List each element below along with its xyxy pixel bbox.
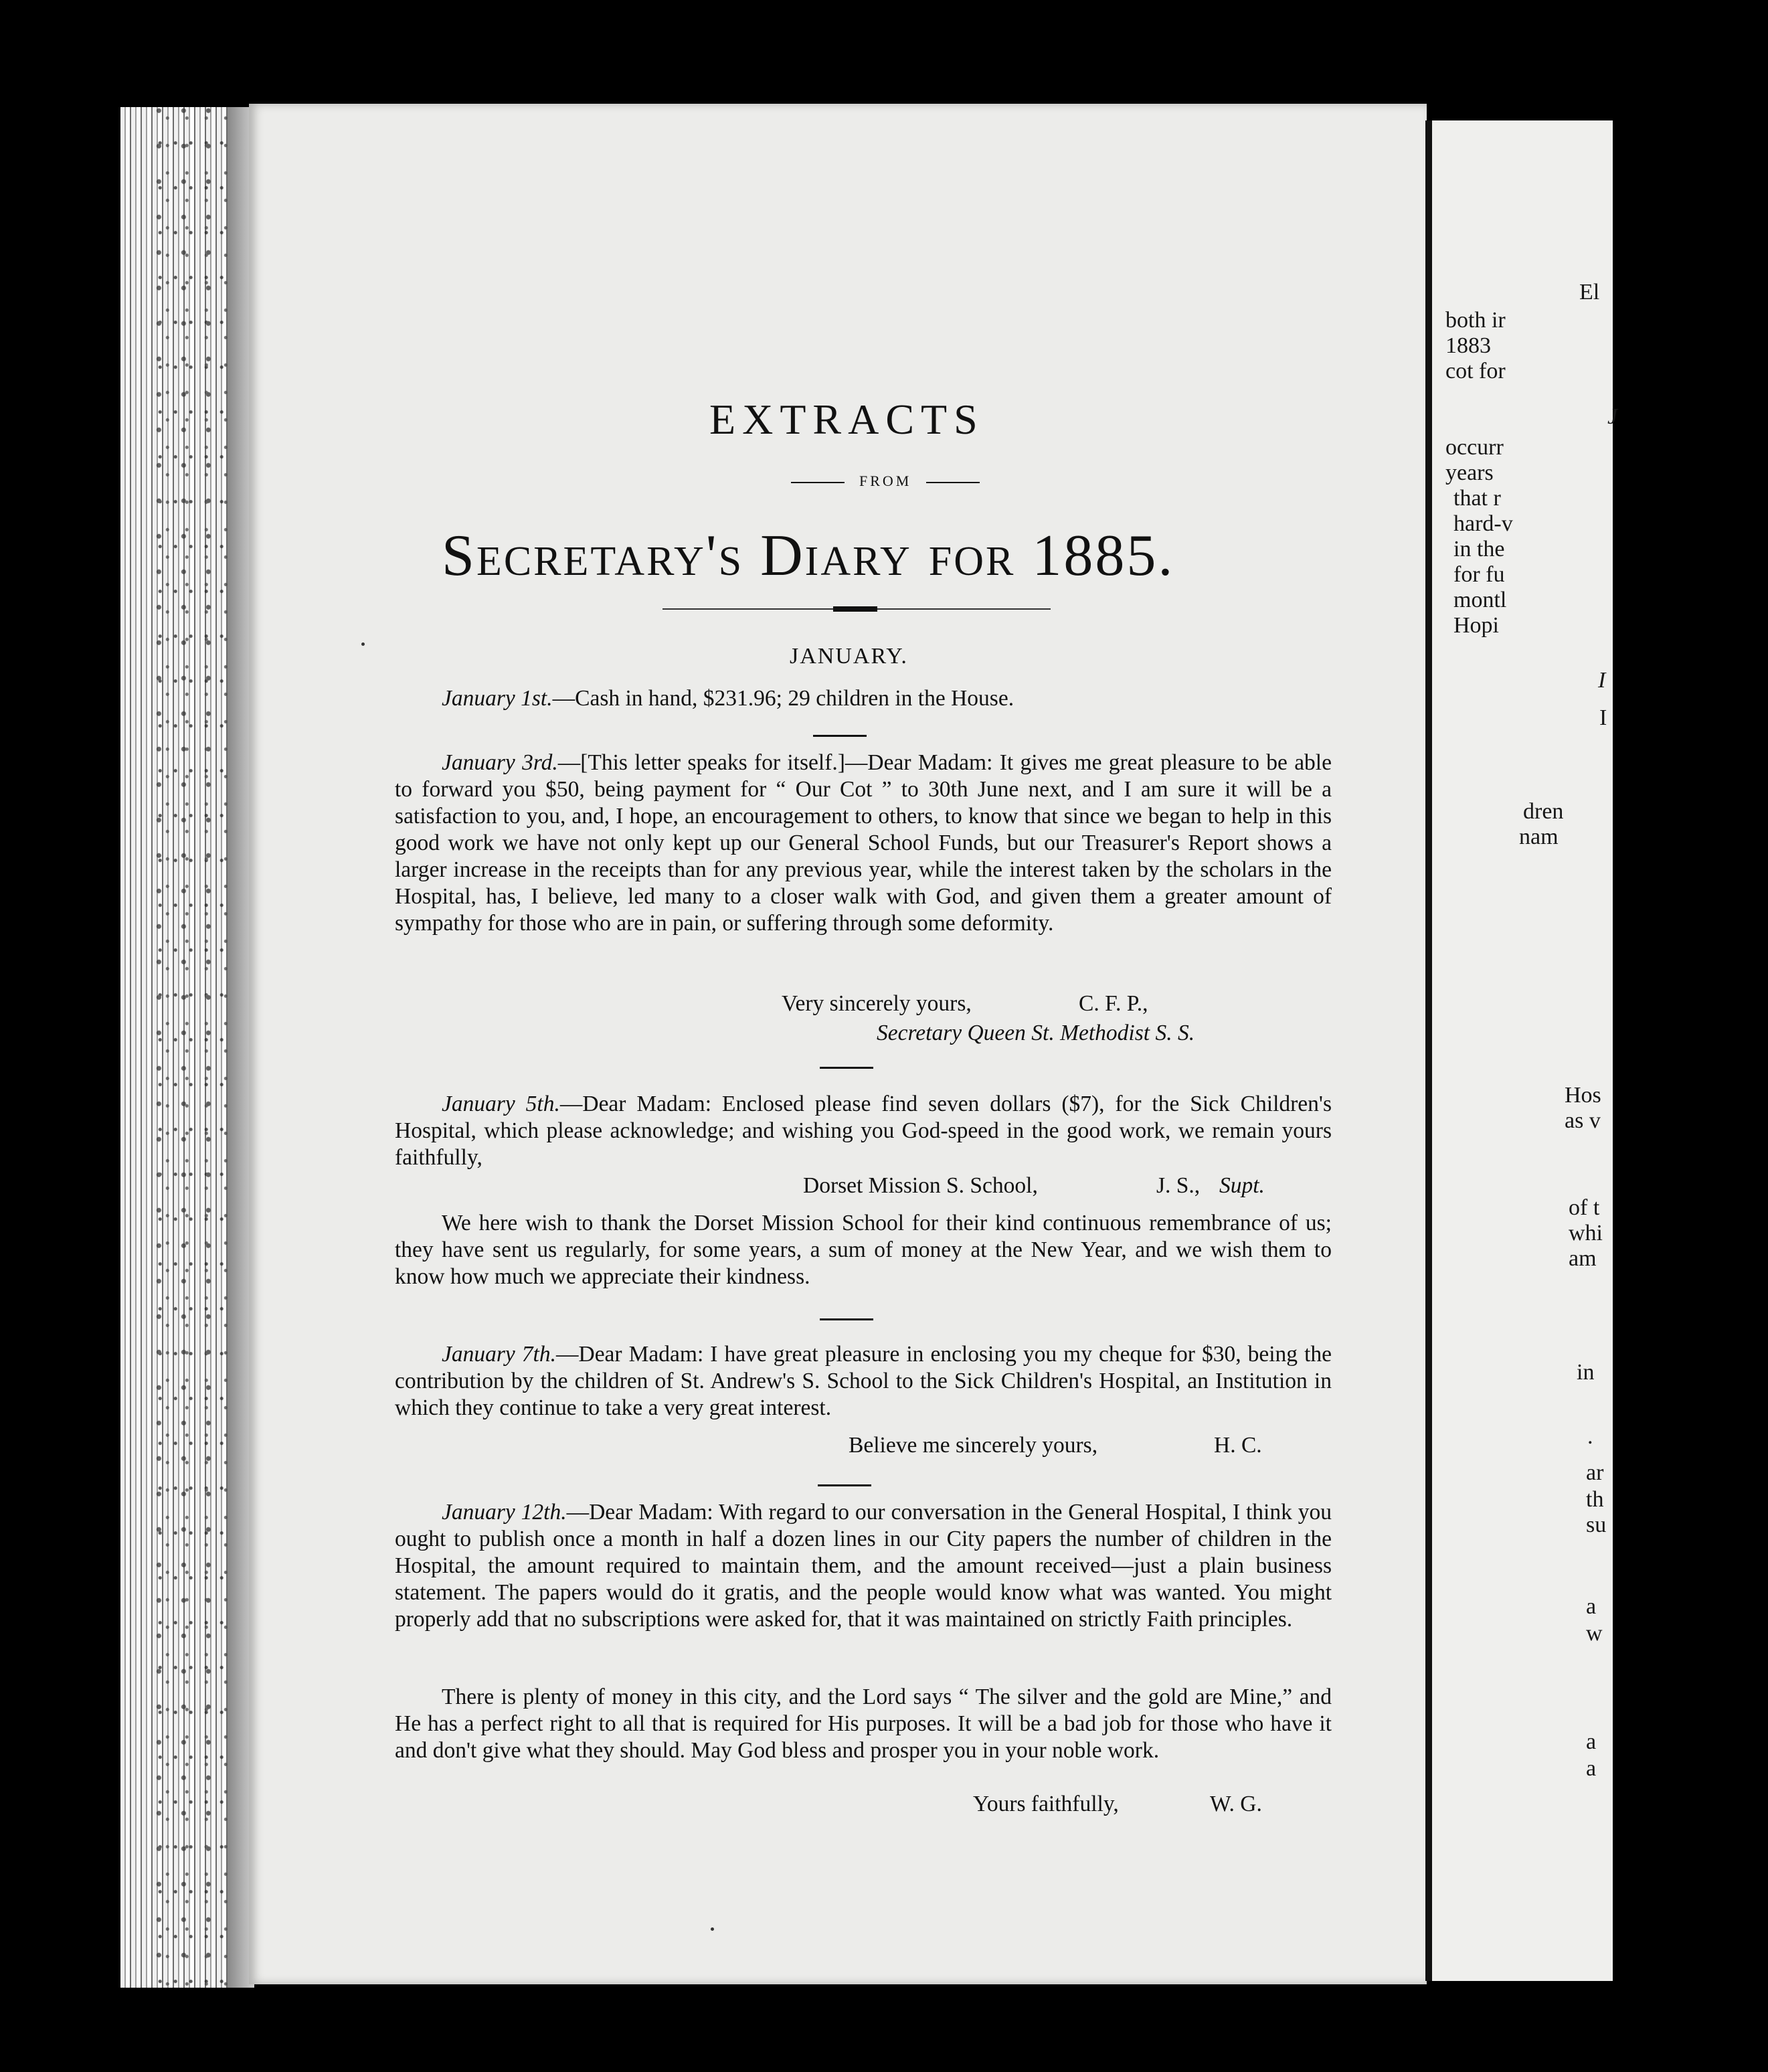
entry-date: January 7th.	[442, 1342, 556, 1367]
diary-entry-continued	[395, 1684, 1332, 1764]
paper-speck	[711, 1927, 714, 1931]
rp-fragment: occurr	[1445, 435, 1504, 460]
paper-speck	[361, 642, 365, 646]
rp-fragment: years	[1445, 460, 1494, 485]
entry-date: January 5th.	[442, 1092, 560, 1116]
diary-entry	[395, 1341, 1332, 1421]
rp-fragment: for fu	[1453, 562, 1505, 587]
rp-fragment: I	[1598, 668, 1606, 693]
rp-fragment: El	[1579, 280, 1600, 305]
rp-fragment: whi	[1569, 1221, 1603, 1245]
entry-text: —[This letter speaks for itself.]—Dear Madam: It gives me great pleasure to be able to forward you $50, being payment for “ Our Cot ” to 30th June next, and I am sure it will be a satisfaction to you, and, I hope, an encouragement to others, to know that since we began to help in this good work we have not only kept up our General School Funds, but our Treasurer's Report shows a larger increase in the receipts than for any previous year, while the interest taken by the scholars in the Hospital, has, I believe, led many to a closer walk with God, and given them a greater amount of sympathy for those who are in pain, or suffering through some deformity.	[395, 750, 1332, 936]
rp-fragment: w	[1586, 1621, 1603, 1646]
signature-closing: Believe me sincerely yours,	[849, 1433, 1098, 1458]
rp-fragment: a	[1586, 1756, 1597, 1781]
rp-fragment: ar	[1586, 1460, 1604, 1485]
rp-fragment: hard-v	[1453, 511, 1513, 536]
rp-fragment: both ir	[1445, 308, 1506, 333]
separator-rule	[820, 1067, 873, 1069]
entry-text: —Dear Madam: I have great pleasure in enclosing you my cheque for $30, being the contribution by the children of St. Andrew's S. School to the Sick Children's Hospital, an Institution in which they continue to take a very great interest.	[395, 1342, 1332, 1420]
signature-initials: W. G.	[1210, 1792, 1262, 1816]
diary-entry	[442, 685, 1338, 712]
title-ornament-rule	[662, 606, 1051, 612]
signature-closing: Very sincerely yours,	[782, 991, 972, 1016]
rp-fragment: of t	[1569, 1195, 1600, 1220]
entry-text: There is plenty of money in this city, and the Lord says “ The silver and the gold are Mine,” and He has a perfect right to all that is required for His purposes. It will be a bad job for those who have it and don't give what they should. May God bless and prosper you in your noble work.	[395, 1685, 1332, 1763]
right-page	[1425, 120, 1613, 1981]
diary-entry	[395, 1499, 1332, 1633]
entry-date: January 3rd.	[442, 750, 558, 775]
rp-fragment: as v	[1565, 1108, 1601, 1133]
rp-fragment: J	[1607, 404, 1618, 429]
diary-entry	[395, 750, 1332, 937]
rp-fragment: that r	[1453, 486, 1501, 511]
book-edge-specks	[154, 107, 228, 1988]
rp-fragment: in the	[1453, 537, 1505, 562]
rp-fragment: cot for	[1445, 359, 1506, 383]
entry-text: —Dear Madam: Enclosed please find seven dollars ($7), for the Sick Children's Hospital, which please acknowledge; and wishing you God-speed in the good work, we remain yours faithfully,	[395, 1092, 1332, 1170]
heading-extracts: EXTRACTS	[709, 396, 984, 443]
page-title: Secretary's Diary for 1885.	[442, 523, 1175, 588]
heading-from: FROM	[776, 472, 994, 490]
rp-fragment: dren	[1523, 799, 1564, 824]
signature-initials: J. S.,	[1156, 1173, 1201, 1198]
separator-rule	[820, 1318, 873, 1320]
rp-fragment: a	[1586, 1594, 1597, 1619]
rp-fragment: in	[1577, 1360, 1595, 1385]
rp-fragment: Hopi	[1453, 613, 1499, 638]
signature-closing: Dorset Mission S. School,	[803, 1173, 1038, 1198]
rp-fragment: Hos	[1565, 1083, 1601, 1108]
separator-rule	[813, 735, 867, 737]
note-text: We here wish to thank the Dorset Mission School for their kind continuous remembrance of us; they have sent us regularly, for some years, a sum of money at the New Year, and we wish them to know how much we appreciate their kindness.	[395, 1211, 1332, 1289]
entry-date: January 1st.	[442, 686, 553, 711]
rp-fragment: nam	[1519, 825, 1559, 849]
entry-text: —Dear Madam: With regard to our conversation in the General Hospital, I think you ought to publish once a month in half a dozen lines in our City papers the number of children in the Hospital, the amount required to maintain them, and the amount received—just a plain business statement. The papers would do it gratis, and the people would know what was wanted. You might properly add that no subscriptions were asked for, that it was maintained on strictly Faith principles.	[395, 1500, 1332, 1632]
rp-fragment: a	[1586, 1729, 1597, 1754]
signature-closing: Yours faithfully,	[973, 1792, 1119, 1816]
signature-initials: H. C.	[1214, 1433, 1262, 1458]
entry-text: —Cash in hand, $231.96; 29 children in the House.	[552, 686, 1014, 711]
rp-fragment: I	[1599, 705, 1607, 730]
rp-fragment: montl	[1453, 588, 1507, 612]
diary-note	[395, 1210, 1332, 1290]
signature-initials: C. F. P.,	[1079, 991, 1148, 1016]
rp-fragment: .	[1587, 1424, 1593, 1449]
signature-title: Supt.	[1219, 1173, 1265, 1198]
signature-title: Secretary Queen St. Methodist S. S.	[877, 1021, 1195, 1045]
rp-fragment: 1883	[1445, 333, 1491, 358]
separator-rule	[818, 1484, 871, 1486]
rp-fragment: su	[1586, 1513, 1607, 1537]
rp-fragment: th	[1586, 1487, 1604, 1512]
entry-date: January 12th.	[442, 1500, 567, 1525]
rp-fragment: am	[1569, 1246, 1597, 1271]
diary-entry	[395, 1091, 1332, 1171]
month-heading: JANUARY.	[790, 644, 908, 669]
